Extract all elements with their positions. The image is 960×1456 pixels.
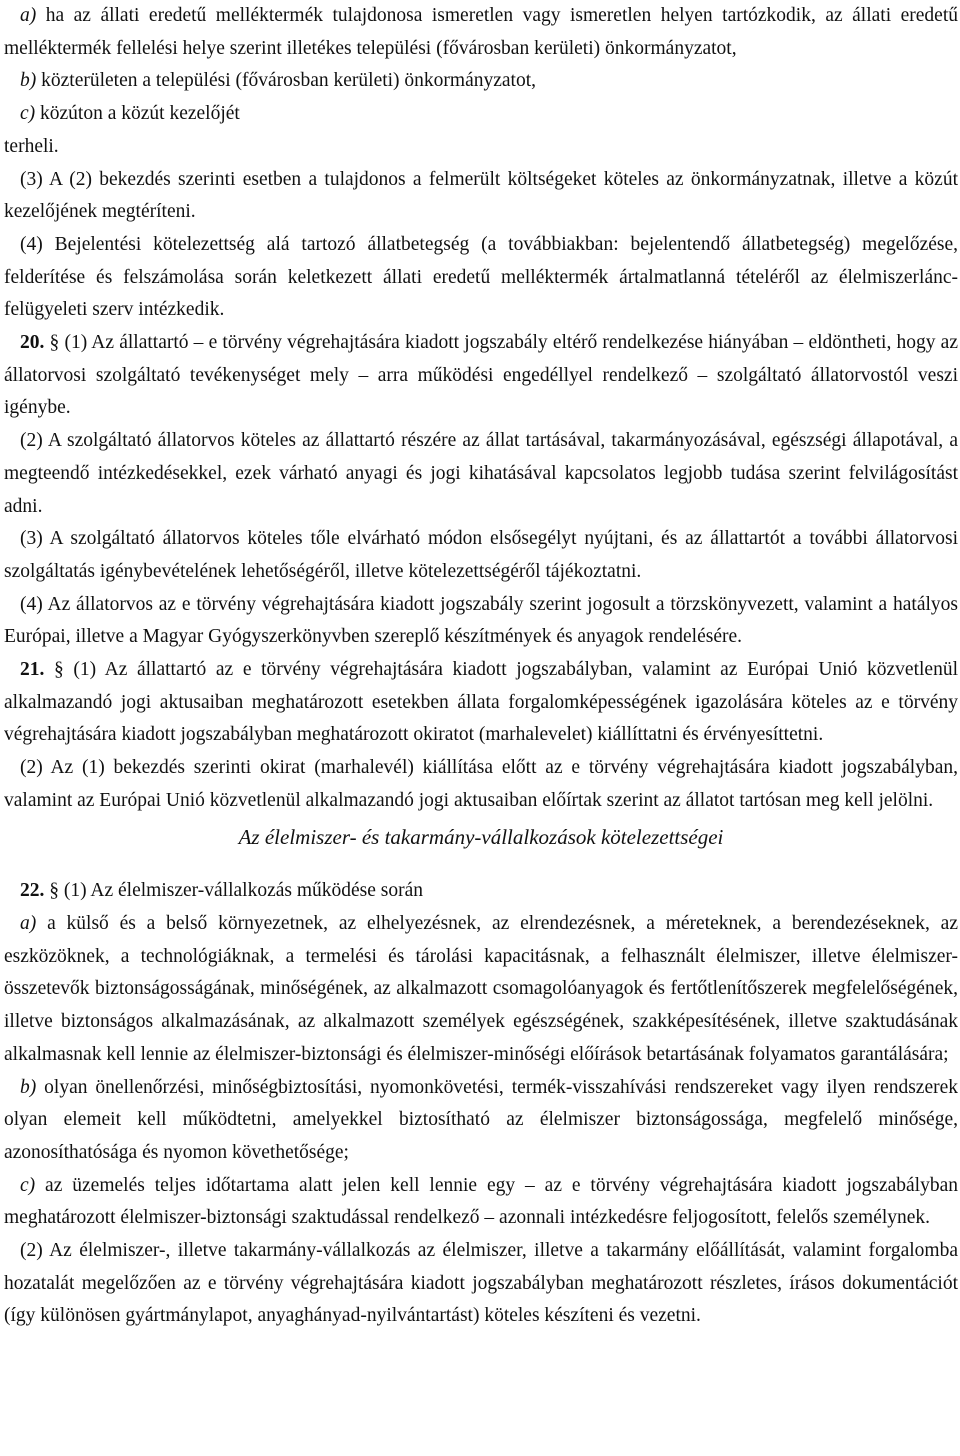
chapter-heading: Az élelmiszer- és takarmány-vállalkozások kötelezettségei	[238, 824, 724, 849]
section-20-paragraph-2	[4, 425, 958, 523]
paragraph-item-b	[4, 65, 958, 98]
section-20-paragraph-4	[4, 589, 958, 654]
section-21-paragraph-1	[4, 654, 958, 752]
paragraph-text: (3) A szolgáltató állatorvos köteles tőle elvárható módon elsősegélyt nyújtani, és az állattartót a további állatorvosi szolgáltatás igénybevételének lehetőségéről, illetve kötelezettségéről tájékoztatni.	[4, 528, 958, 582]
paragraph-text: (4) Bejelentési kötelezettség alá tartozó állatbetegség (a továbbiakban: bejelentendő állatbetegség) megelőzése, felderítése és felszámolása során keletkezett állati eredetű melléktermék ártalmatlanná tételéről az élelmiszerlánc-felügyeleti szerv intézkedik.	[4, 233, 958, 321]
paragraph-text: (2) Az élelmiszer-, illetve takarmány-vállalkozás az élelmiszer, illetve a takarmány előállítását, valamint forgalomba hozatalát megelőzően az e törvény végrehajtására kiadott jogszabályban meghatározott részletes, írásos dokumentációt (így különösen gyártmánylapot, anyaghányad-nyilvántartást) köteles készíteni és vezetni.	[4, 1240, 958, 1327]
paragraph-text: a külső és a belső környezetnek, az elhelyezésnek, az elrendezésnek, a méreteknek, a berendezéseknek, az eszközöknek, a technológiáknak, a termelési és tárolási kapacitásnak, a felhasznált élelmiszer, illetve élelmiszer-összetevők biztonságosságának, minőségének, az alkalmazott csomagolóanyagok és fertőtlenítőszerek megfelelőségének, illetve biztonságos alkalmazásának, az alkalmazott személyek egészségének, szakképesítésének, illetve szaktudásának alkalmasnak kell lennie az élelmiszer-biztonsági és élelmiszer-minőségi előírások betartásának folyamatos garantálására;	[4, 912, 958, 1065]
item-marker: b)	[20, 70, 37, 92]
section-number: 21.	[20, 659, 45, 681]
section-22-paragraph-2	[4, 1235, 958, 1333]
item-marker: b)	[20, 1076, 37, 1098]
paragraph-text: (4) Az állatorvos az e törvény végrehajtására kiadott jogszabály szerint jogosult a törzskönyvezett, valamint a hatályos Európai, illetve a Magyar Gyógyszerkönyvben szereplő készítmények és anyagok rendelésére.	[4, 593, 958, 648]
paragraph-item-a	[4, 0, 958, 65]
item-marker: c)	[20, 1174, 36, 1196]
item-marker: a)	[20, 912, 37, 934]
paragraph-text: § (1) Az élelmiszer-vállalkozás működése során	[44, 880, 424, 902]
paragraph-text: az üzemelés teljes időtartama alatt jelen kell lennie egy – az e törvény végrehajtására kiadott jogszabályban meghatározott élelmiszer-biztonsági szaktudással rendelkező – azonnali intézkedésre feljogosított, felelős személynek.	[4, 1174, 958, 1229]
section-21-paragraph-2	[4, 752, 958, 817]
paragraph-text: olyan önellenőrzési, minőségbiztosítási, nyomonkövetési, termék-visszahívási rendszereket vagy ilyen rendszerek olyan elemeit kell működtetni, amelyekkel biztosítható az élelmiszer biztonságossága, megfelelő minősége, azonosíthatósága és nyomon követhetősége;	[4, 1076, 958, 1163]
paragraph-text: (2) Az (1) bekezdés szerinti okirat (marhalevél) kiállítása előtt az e törvény végrehajtására kiadott jogszabályban, valamint az Európai Unió közvetlenül alkalmazandó jogi aktusaiban előírtak szerint az állatot tartósan meg kell jelölni.	[4, 757, 958, 811]
item-marker: c)	[20, 103, 36, 125]
paragraph-text: közúton a közút kezelőjét	[35, 103, 240, 125]
section-22-paragraph-1	[4, 875, 958, 908]
paragraph-text: közterületen a települési (fővárosban kerületi) önkormányzatot,	[36, 70, 537, 92]
paragraph-text: § (1) Az állattartó az e törvény végrehajtására kiadott jogszabályban, valamint az Európai Unió közvetlenül alkalmazandó jogi aktusaiban meghatározott esetekben állata forgalomképességének igazolására köteles az e törvény végrehajtására kiadott jogszabályban meghatározott okiratot (marhalevelet) kiállíttatni és érvényesíttetni.	[4, 659, 958, 746]
section-number: 22.	[20, 880, 45, 902]
paragraph-subsection-3	[4, 164, 958, 229]
section-20-paragraph-3	[4, 523, 958, 588]
section-22-item-b	[4, 1072, 958, 1170]
paragraph-text: terheli.	[4, 135, 59, 157]
section-number: 20.	[20, 332, 45, 354]
section-22-item-a	[4, 908, 958, 1072]
item-marker: a)	[20, 5, 37, 26]
paragraph-text: ha az állati eredetű melléktermék tulajdonosa ismeretlen vagy ismeretlen helyen tartózkodik, az állati eredetű melléktermék fellelési helye szerint illetékes települési (fővárosban kerületi) önkormányzatot,	[4, 5, 958, 59]
document-page	[4, 0, 958, 1333]
paragraph-item-c	[4, 98, 958, 131]
paragraph-text: § (1) Az állattartó – e törvény végrehajtására kiadott jogszabály eltérő rendelkezése hiányában – eldöntheti, hogy az állatorvosi szolgáltató tevékenységet mely – arra működési engedéllyel rendelkező – szolgáltató állatorvostól veszi igénybe.	[4, 332, 958, 419]
paragraph-text: (2) A szolgáltató állatorvos köteles az állattartó részére az állat tartásával, takarmányozásával, egészségi állapotával, a megteendő intézkedésekkel, ezek várható anyagi és jogi kihatásával kapcsolatos legjobb tudása szerint felvilágosítást adni.	[4, 430, 958, 517]
paragraph-text: (3) A (2) bekezdés szerinti esetben a tulajdonos a felmerült költségeket köteles az önkormányzatnak, illetve a közút kezelőjének megtéríteni.	[4, 168, 958, 223]
paragraph-subsection-4	[4, 229, 958, 327]
section-22-item-c	[4, 1170, 958, 1235]
paragraph-terheli	[4, 131, 958, 164]
section-20-paragraph-1	[4, 327, 958, 425]
